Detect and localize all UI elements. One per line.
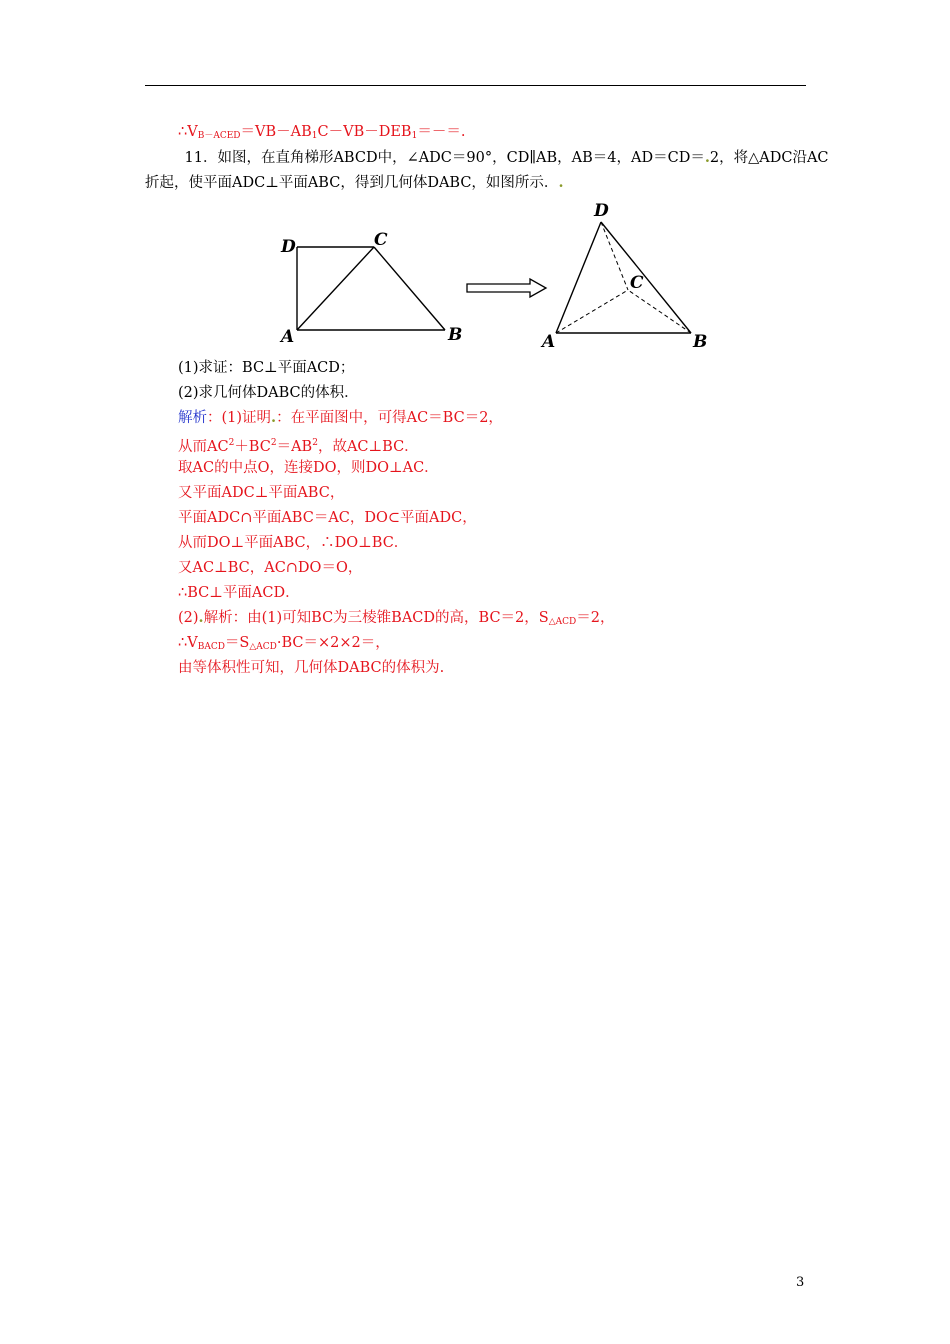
geometry-figure — [270, 195, 730, 355]
solution-line-9: (2).解析：由(1)可知BC为三棱锥BACD的高，BC＝2，$S_{\triangle ACD}=2$， — [178, 609, 615, 627]
label-left-C: C — [374, 230, 388, 250]
label-right-D: D — [594, 201, 609, 221]
problem-statement-2: 折起，使平面ADC⊥平面ABC，得到几何体DABC，如图所示．. — [145, 174, 564, 191]
solution-line-6: 从而DO⊥平面ABC，∴DO⊥BC． — [178, 535, 409, 551]
solution-line-8: ∴BC⊥平面ACD． — [178, 585, 300, 601]
solution-line-4: 又平面ADC⊥平面ABC， — [178, 485, 345, 501]
header-rule — [145, 85, 806, 86]
solution-line-2: 从而$AC^2+BC^2=AB^2$，故AC⊥BC． — [178, 438, 419, 455]
solution-line-10: $\therefore V_{BACD}=S_{\triangle ACD}\cdot BC=\times 2\times 2=$， — [178, 635, 390, 652]
solution-line-7: 又AC⊥BC，AC∩DO＝O， — [178, 560, 363, 576]
label-right-C: C — [630, 273, 644, 293]
problem-statement-1: 11．如图，在直角梯形ABCD中，∠ADC＝90°，CD∥AB，AB＝4，AD＝CD＝.2，将△ADC沿AC — [170, 149, 829, 166]
solution-line-5: 平面ADC∩平面ABC＝AC，DO⊂平面ADC， — [178, 510, 477, 526]
arrow-icon — [467, 279, 546, 297]
label-right-B: B — [693, 332, 708, 352]
label-left-B: B — [448, 325, 463, 345]
label-left-D: D — [281, 237, 296, 257]
question-2: (2)求几何体DABC的体积． — [178, 385, 359, 401]
solution-line-1: 解析：(1)证明.：在平面图中，可得AC＝BC＝2， — [178, 409, 503, 426]
label-right-A: A — [542, 332, 556, 352]
trapezoid-figure — [297, 247, 445, 330]
solution-line-3: 取AC的中点O，连接DO，则DO⊥AC． — [178, 460, 439, 476]
solution-line-11: 由等体积性可知，几何体DABC的体积为. — [178, 660, 445, 676]
solution-label: 解析 — [178, 410, 207, 426]
line-volume-relation: $\therefore V_{B-ACED}=VB-AB_1C-VB-DEB_1=-=$. — [178, 124, 466, 141]
label-left-A: A — [281, 327, 295, 347]
page-number: 3 — [796, 1275, 805, 1290]
question-1: (1)求证：BC⊥平面ACD； — [178, 360, 355, 376]
